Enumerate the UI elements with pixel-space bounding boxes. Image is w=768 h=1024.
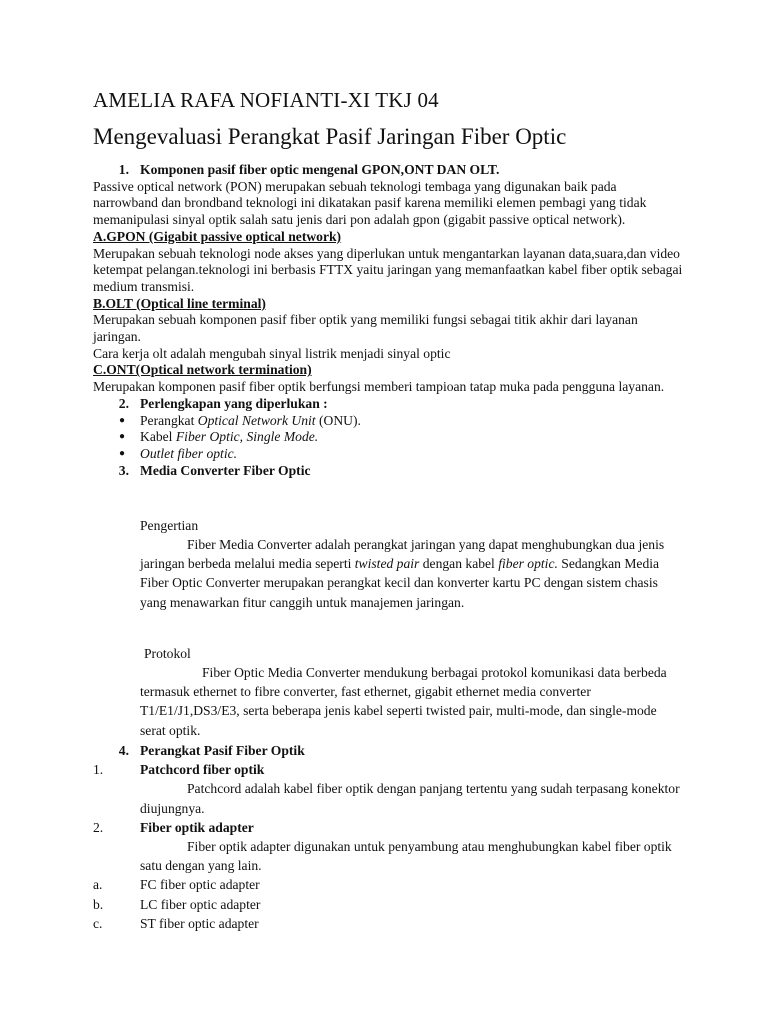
pengertian-label: Pengertian bbox=[140, 518, 199, 533]
item-2-number: 2. bbox=[93, 819, 104, 835]
olt-text-2: Cara kerja olt adalah mengubah sinyal listrik menjadi sinyal optic bbox=[93, 345, 451, 361]
section-2-heading bbox=[93, 396, 683, 413]
section-3-body bbox=[93, 516, 683, 612]
ont-heading: C.ONT(Optical network termination) bbox=[93, 362, 312, 378]
document-subtitle: Mengevaluasi Perangkat Pasif Jaringan Fiber Optic bbox=[93, 124, 567, 149]
item-1-title: Patchcord fiber optik bbox=[140, 762, 265, 778]
list-item bbox=[93, 446, 683, 463]
section-4-title: Perangkat Pasif Fiber Optik bbox=[140, 743, 305, 758]
adapter-b-label: b. bbox=[93, 896, 104, 912]
list-item bbox=[93, 818, 683, 837]
list-item bbox=[93, 875, 683, 894]
section-3-heading bbox=[93, 463, 683, 480]
adapter-c-text: ST fiber optic adapter bbox=[140, 915, 259, 931]
section-3-number: 3. bbox=[118, 462, 129, 478]
olt-text-1: Merupakan sebuah komponen pasif fiber optik yang memiliki fungsi sebagai titik akhir dari layanan jaringan. bbox=[93, 312, 638, 345]
section-4-heading bbox=[93, 741, 683, 760]
section-1-2 bbox=[93, 162, 683, 479]
bullet-icon: ● bbox=[118, 431, 125, 443]
bullet-text: Kabel Fiber Optic, Single Mode. bbox=[140, 429, 319, 445]
section-3-title: Media Converter Fiber Optic bbox=[140, 462, 311, 478]
bullet-text: Perangkat Optical Network Unit (ONU). bbox=[140, 412, 361, 428]
pengertian-text: Fiber Media Converter adalah perangkat jaringan yang dapat menghubungkan dua jenis jaringan berbeda melalui media seperti twisted pair dengan kabel fiber optic. Sedangkan Media Fiber Optic Converter merupakan perangkat kecil dan konverter kartu PC dengan sistem chasis yang menawarkan fitur canggih untuk manajemen jaringan. bbox=[140, 537, 665, 610]
bullet-icon: ● bbox=[118, 414, 125, 426]
adapter-c-label: c. bbox=[93, 915, 103, 931]
protokol-label: Protokol bbox=[144, 646, 191, 661]
pon-intro: Passive optical network (PON) merupakan sebuah teknologi tembaga yang digunakan baik pada narrowband dan brondband teknologi ini dikatakan pasif karena memiliki elemen pembagi yang tidak memanipulasi sinyal optik salah satu jenis dari pon adalah gpon (gigabit passive optical network). bbox=[93, 178, 647, 228]
section-1-heading bbox=[93, 162, 683, 179]
item-1-text: Patchcord adalah kabel fiber optik dengan panjang tertentu yang sudah terpasang konektor diujungnya. bbox=[140, 781, 680, 816]
adapter-a-label: a. bbox=[93, 877, 103, 893]
item-1-number: 1. bbox=[93, 762, 104, 778]
section-2-title: Perlengkapan yang diperlukan : bbox=[140, 395, 328, 411]
item-2-title: Fiber optik adapter bbox=[140, 819, 254, 835]
document-title: AMELIA RAFA NOFIANTI-XI TKJ 04 bbox=[93, 88, 439, 112]
list-item bbox=[93, 760, 683, 779]
section-2-number: 2. bbox=[118, 395, 129, 411]
protokol-text: Fiber Optic Media Converter mendukung berbagai protokol komunikasi data berbeda termasuk ethernet to fibre converter, fast ethernet, gigabit ethernet media converter T1/E1/J1,DS3/E3, serta beberapa jenis kabel seperti twisted pair, multi-mode, dan single-mode serat optik. bbox=[140, 665, 667, 738]
olt-heading: B.OLT (Optical line terminal) bbox=[93, 295, 266, 311]
section-4-number: 4. bbox=[118, 743, 129, 758]
list-item bbox=[93, 914, 683, 933]
adapter-b-text: LC fiber optic adapter bbox=[140, 896, 261, 912]
bullet-text: Outlet fiber optic. bbox=[140, 445, 238, 461]
bullet-icon: ● bbox=[118, 447, 125, 459]
gpon-heading: A.GPON (Gigabit passive optical network) bbox=[93, 228, 342, 244]
list-item bbox=[93, 429, 683, 446]
protokol-block bbox=[93, 644, 683, 740]
item-2-text: Fiber optik adapter digunakan untuk penyambung atau menghubungkan kabel fiber optik satu dengan yang lain. bbox=[140, 839, 672, 874]
gpon-text: Merupakan sebuah teknologi node akses yang diperlukan untuk mengantarkan layanan data,suara,dan video ketempat pelangan.teknologi ini berbasis FTTX yaitu jaringan yang memanfaatkan kabel fiber optik sebagai medium transmisi. bbox=[93, 245, 683, 294]
section-4 bbox=[93, 741, 683, 933]
list-item bbox=[93, 895, 683, 914]
section-1-title: Komponen pasif fiber optic mengenal GPON,ONT DAN OLT. bbox=[140, 162, 500, 177]
adapter-a-text: FC fiber optic adapter bbox=[140, 877, 260, 893]
list-item bbox=[93, 413, 683, 430]
section-1-number: 1. bbox=[118, 162, 129, 177]
ont-text: Merupakan komponen pasif fiber optik berfungsi memberi tampioan tatap muka pada pengguna layanan. bbox=[93, 379, 665, 395]
